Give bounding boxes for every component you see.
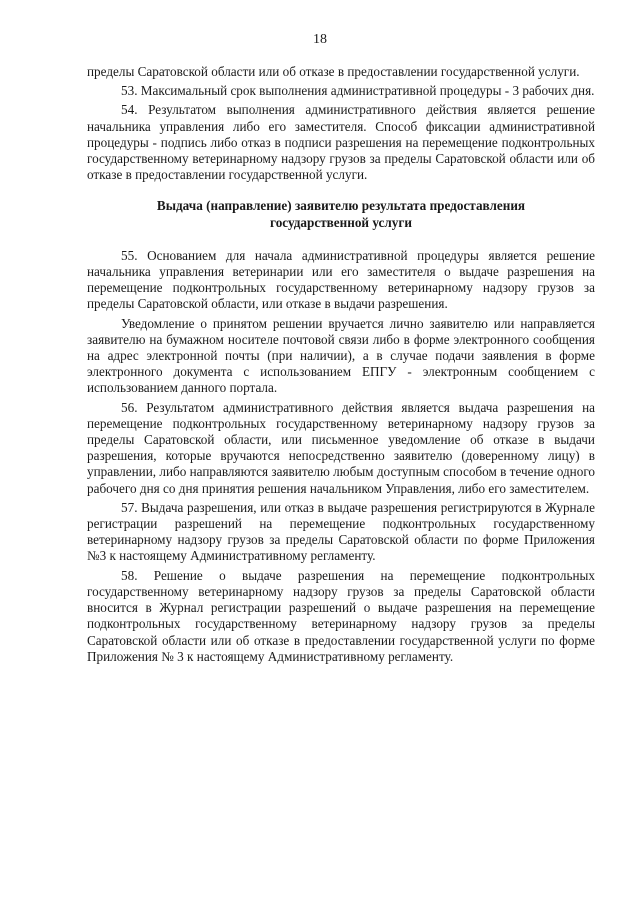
page-number: 18 xyxy=(313,32,327,47)
paragraph-54: 54. Результатом выполнения административного действия является решение начальника управления либо его заместителя. Способ фиксации административной процедуры - подпись либо отказ в подписи разрешения на перемещение подконтрольных государственному ветеринарному надзору грузов за пределы Саратовской области или об отказе в предоставлении государственной услуги. xyxy=(87,102,595,183)
paragraph-continuation: пределы Саратовской области или об отказе в предоставлении государственной услуги. xyxy=(87,64,580,79)
document-body xyxy=(87,64,595,668)
paragraph-58: 58. Решение о выдаче разрешения на перемещение подконтрольных государственному ветеринарному надзору грузов за пределы Саратовской области вносится в Журнал регистрации разрешений о выдаче разрешения на перемещение подконтрольных государственному ветеринарному надзору грузов за пределы Саратовской области или об отказе в предоставлении государственной услуги по форме Приложения № 3 к настоящему Административному регламенту. xyxy=(87,567,595,664)
paragraph-53: 53. Максимальный срок выполнения административной процедуры - 3 рабочих дня. xyxy=(121,83,595,99)
paragraph-57: 57. Выдача разрешения, или отказ в выдаче разрешения регистрируются в Журнале регистрации разрешений на перемещение подконтрольных государственному ветеринарному надзору грузов за пределы Саратовской области по форме Приложения №3 к настоящему Административному регламенту. xyxy=(87,499,595,564)
paragraph-55: 55. Основанием для начала административной процедуры является решение начальника управления ветеринарии или его заместителя о выдаче разрешения на перемещение подконтрольных государственному ветеринарному надзору грузов за пределы Саратовской области, или отказе в выдачи разрешения. xyxy=(87,247,595,312)
paragraph-notification: Уведомление о принятом решении вручается лично заявителю или направляется заявителю на бумажном носителе почтовой связи либо в форме электронного сообщения на адрес электронной почты (при наличии), а в случае подачи заявления в форме электронного документа с использованием ЕПГУ - электронным сообщением с использованием данного портала. xyxy=(87,315,595,396)
paragraph-56: 56. Результатом административного действия является выдача разрешения на перемещение подконтрольных государственному ветеринарному надзору грузов за пределы Саратовской области, или письменное уведомление об отказе в выдачи разрешения, которые вручаются непосредственно заявителю (доверенному лицу) в управлении, либо направляются заявителю любым доступным способом в течение одного рабочего дня со дня принятия решения начальником Управления, либо его заместителем. xyxy=(87,399,595,496)
section-heading: Выдача (направление) заявителю результата предоставления государственной услуги xyxy=(156,198,526,230)
